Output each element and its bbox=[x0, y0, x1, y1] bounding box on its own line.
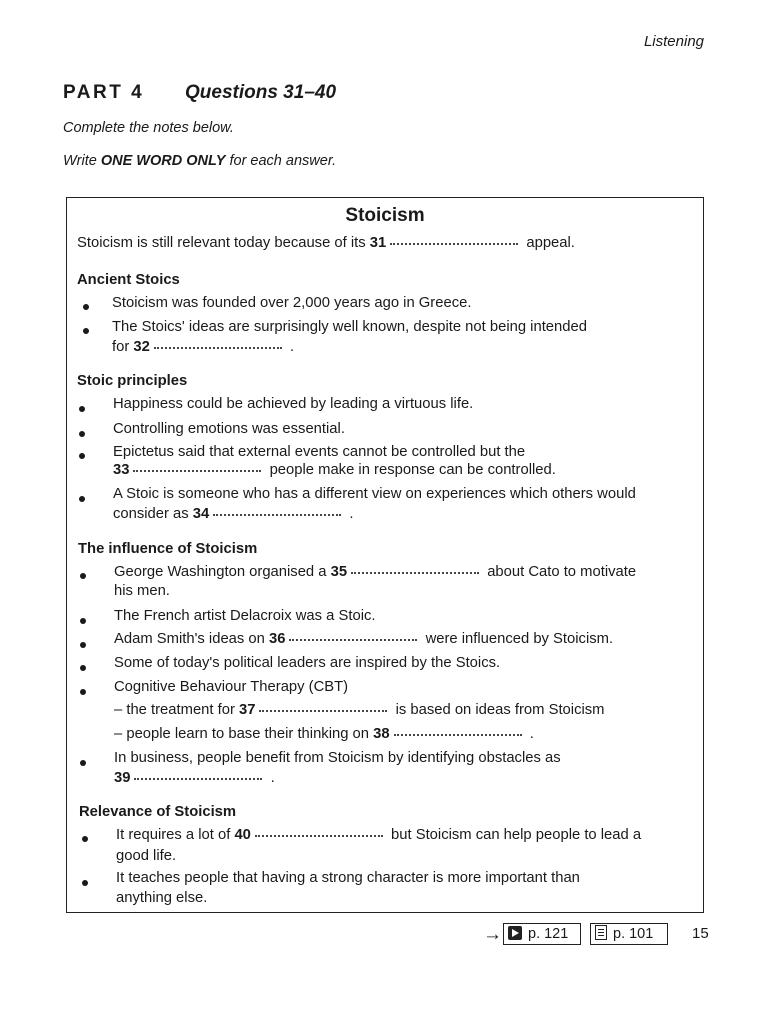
word-limit-emphasis: ONE WORD ONLY bbox=[100, 153, 226, 169]
bullet-point bbox=[79, 406, 85, 412]
list-item-continuation: his men. bbox=[114, 583, 170, 599]
list-item: Cognitive Behaviour Therapy (CBT) bbox=[114, 679, 349, 695]
list-item-continuation: anything else. bbox=[116, 890, 208, 906]
instruction-word-limit: Write ONE WORD ONLY for each answer. bbox=[63, 153, 337, 169]
audio-script-reference[interactable] bbox=[503, 923, 581, 945]
arrow-icon: → bbox=[483, 924, 502, 945]
list-item-continuation: consider as 34 . bbox=[113, 506, 354, 522]
question-number-36: 36 bbox=[268, 631, 286, 647]
document-icon bbox=[595, 925, 607, 940]
list-item: Stoicism was founded over 2,000 years ago in Greece. bbox=[112, 295, 472, 311]
audio-script-page: p. 121 bbox=[528, 926, 569, 942]
section-heading-ancient-stoics: Ancient Stoics bbox=[77, 272, 180, 288]
question-number-39: 39 bbox=[114, 770, 131, 786]
bullet-point bbox=[80, 642, 86, 648]
answer-key-page: p. 101 bbox=[613, 926, 654, 942]
audio-icon bbox=[508, 926, 522, 940]
list-item-continuation: 33 people make in response can be controlled. bbox=[113, 462, 556, 478]
answer-key-reference[interactable] bbox=[590, 923, 668, 945]
notes-box bbox=[66, 197, 704, 913]
answer-gap-35[interactable] bbox=[351, 571, 479, 574]
question-number-34: 34 bbox=[192, 506, 210, 522]
list-item: George Washington organised a 35 about Cato to motivate bbox=[114, 564, 637, 580]
notes-title: Stoicism bbox=[345, 205, 425, 226]
sub-item: – people learn to base their thinking on 38 . bbox=[114, 726, 534, 742]
list-item-continuation: good life. bbox=[116, 848, 177, 864]
part-questions: Questions 31–40 bbox=[185, 82, 337, 103]
list-item: Adam Smith's ideas on 36 were influenced by Stoicism. bbox=[114, 631, 614, 647]
answer-gap-38[interactable] bbox=[394, 733, 522, 736]
part-label: PART 4 bbox=[63, 82, 145, 103]
question-number-38: 38 bbox=[373, 726, 390, 742]
answer-gap-31[interactable] bbox=[390, 242, 518, 245]
bullet-point bbox=[80, 760, 86, 766]
bullet-point bbox=[79, 496, 85, 502]
answer-gap-32[interactable] bbox=[154, 346, 282, 349]
bullet-point bbox=[79, 453, 85, 459]
answer-gap-36[interactable] bbox=[289, 638, 417, 641]
list-item: The Stoics' ideas are surprisingly well known, despite not being intended bbox=[112, 319, 587, 335]
question-number-35: 35 bbox=[330, 564, 348, 580]
bullet-point bbox=[80, 665, 86, 671]
bullet-point bbox=[80, 689, 86, 695]
running-head: Listening bbox=[643, 33, 704, 50]
list-item: It teaches people that having a strong character is more important than bbox=[116, 870, 580, 886]
list-item: Epictetus said that external events cannot be controlled but the bbox=[113, 444, 526, 460]
answer-gap-37[interactable] bbox=[259, 709, 387, 712]
sub-item: – the treatment for 37 is based on ideas from Stoicism bbox=[114, 702, 605, 718]
list-item: A Stoic is someone who has a different view on experiences which others would bbox=[113, 486, 636, 502]
question-number-37: 37 bbox=[239, 702, 256, 718]
question-number-31: 31 bbox=[369, 235, 387, 251]
list-item: The French artist Delacroix was a Stoic. bbox=[114, 608, 376, 624]
bullet-point bbox=[79, 431, 85, 437]
question-number-33: 33 bbox=[113, 462, 130, 478]
answer-gap-33[interactable] bbox=[133, 469, 261, 472]
bullet-point bbox=[83, 328, 89, 334]
bullet-point bbox=[80, 573, 86, 579]
list-item: It requires a lot of 40 but Stoicism can help people to lead a bbox=[116, 827, 642, 843]
list-item: Some of today's political leaders are inspired by the Stoics. bbox=[114, 655, 501, 671]
bullet-point bbox=[82, 836, 88, 842]
section-heading-stoic-principles: Stoic principles bbox=[77, 373, 188, 389]
section-heading-relevance: Relevance of Stoicism bbox=[79, 804, 237, 820]
list-item: In business, people benefit from Stoicism by identifying obstacles as bbox=[114, 750, 561, 766]
question-number-40: 40 bbox=[234, 827, 251, 843]
list-item: Happiness could be achieved by leading a virtuous life. bbox=[113, 396, 474, 412]
part-heading bbox=[63, 82, 336, 104]
answer-gap-34[interactable] bbox=[213, 513, 341, 516]
bullet-point bbox=[83, 304, 89, 310]
intro-line: Stoicism is still relevant today because of its 31 appeal. bbox=[77, 235, 575, 251]
answer-gap-39[interactable] bbox=[134, 777, 262, 780]
section-heading-influence: The influence of Stoicism bbox=[78, 541, 258, 557]
list-item-continuation: 39 . bbox=[114, 770, 275, 786]
question-number-32: 32 bbox=[133, 339, 150, 355]
instruction-complete: Complete the notes below. bbox=[63, 120, 234, 136]
list-item: Controlling emotions was essential. bbox=[113, 421, 345, 437]
bullet-point bbox=[80, 618, 86, 624]
list-item-continuation: for 32 . bbox=[112, 339, 295, 355]
answer-gap-40[interactable] bbox=[255, 834, 383, 837]
bullet-point bbox=[82, 880, 88, 886]
page-number: 15 bbox=[692, 925, 709, 942]
